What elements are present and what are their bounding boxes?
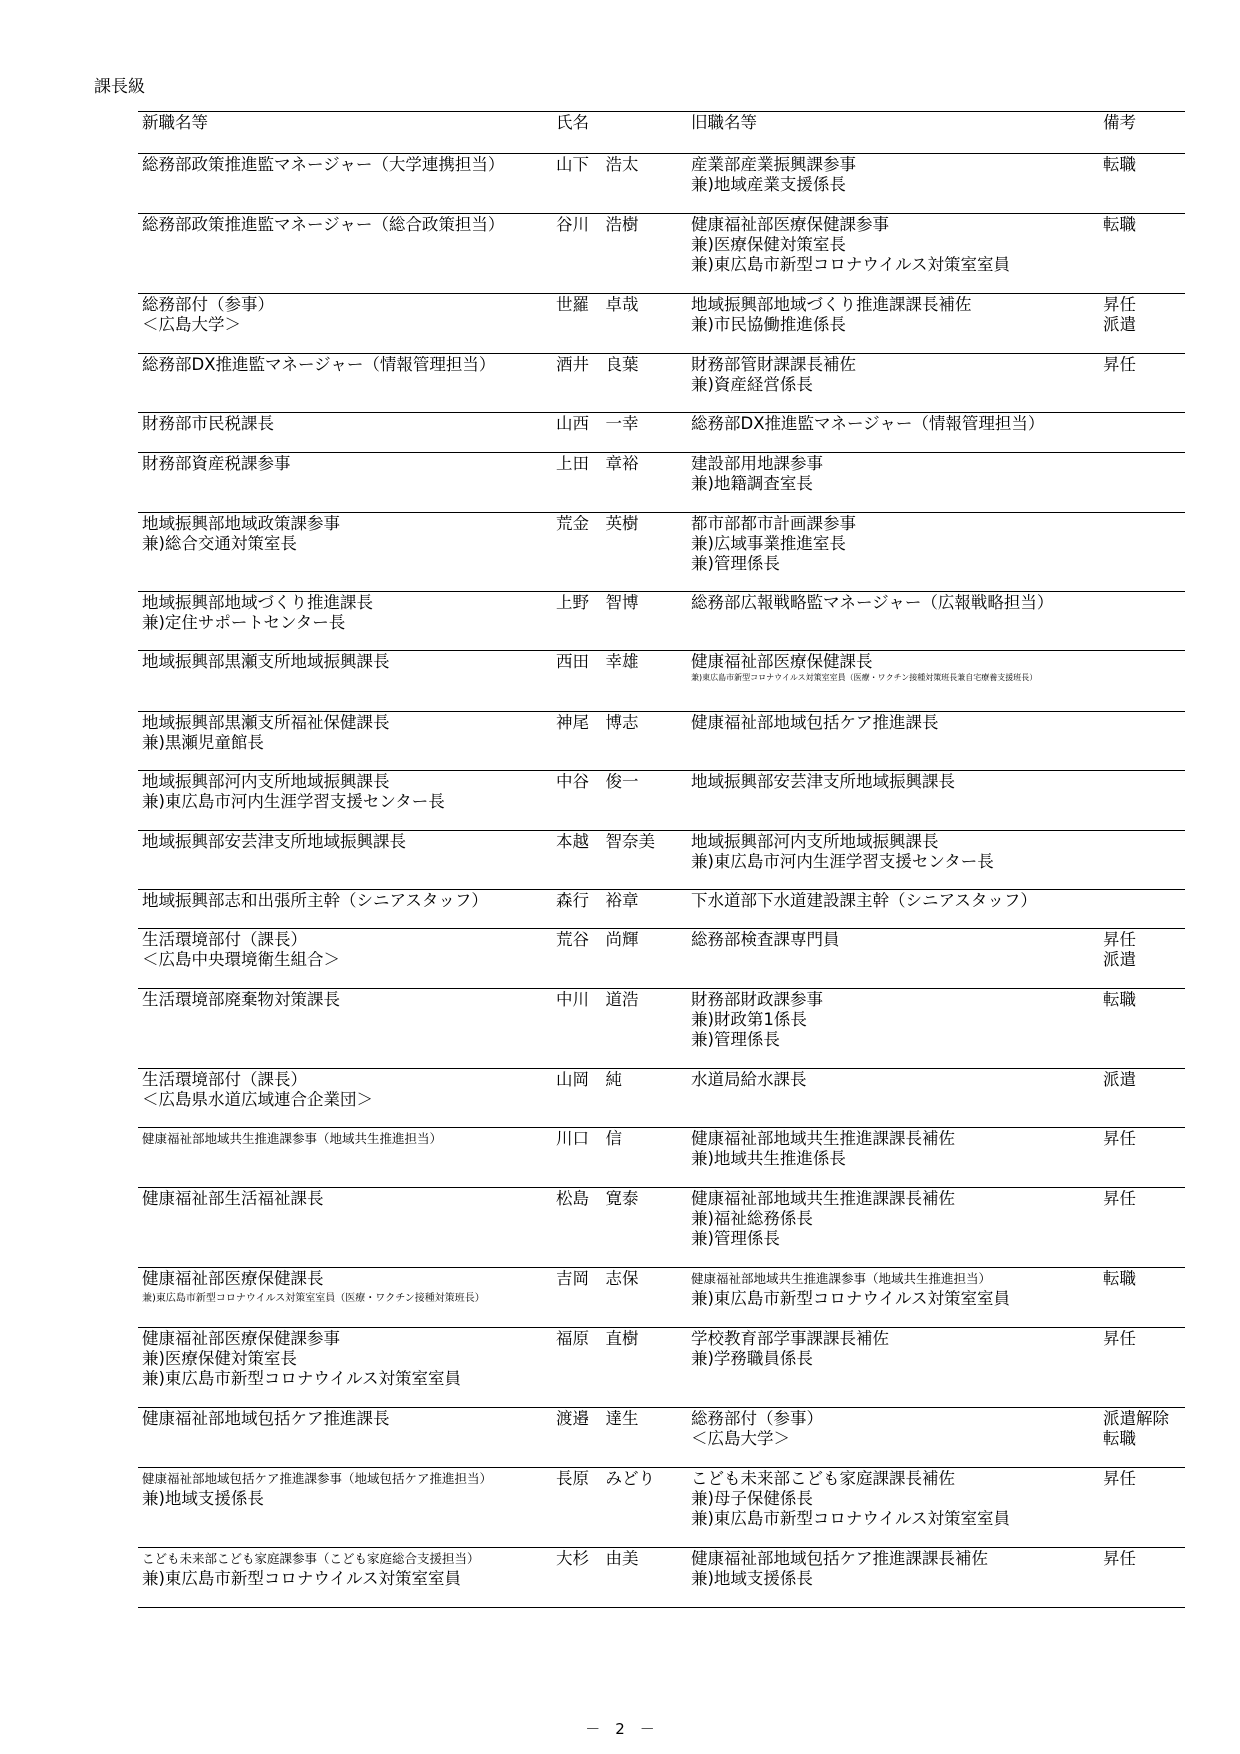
note-cell (1099, 831, 1185, 890)
old-title-line: 地域振興部河内支所地域振興課長 (691, 832, 939, 851)
table-row (138, 712, 1185, 771)
old-title-line: 兼)管理係長 (691, 1030, 780, 1049)
name-cell: 松島 寛泰 (552, 1188, 687, 1268)
table-row (138, 513, 1185, 592)
table-row (138, 989, 1185, 1069)
note-cell (1099, 890, 1185, 929)
old-title-line: 都市部都市計画課参事 (691, 514, 856, 533)
name-cell: 中川 道浩 (552, 989, 687, 1069)
new-title-cell (138, 154, 552, 214)
old-title-line: 兼)地域共生推進係長 (691, 1149, 846, 1168)
note-line: 派遣 (1103, 315, 1136, 334)
table-row (138, 1548, 1185, 1608)
name-cell: 山下 浩太 (552, 154, 687, 214)
note-cell (1099, 989, 1185, 1069)
old-title-line: 総務部DX推進監マネージャー（情報管理担当） (691, 414, 1045, 433)
old-title-cell (687, 1328, 1099, 1408)
note-line: 派遣 (1103, 1070, 1136, 1089)
note-cell (1099, 513, 1185, 592)
name-cell: 福原 直樹 (552, 1328, 687, 1408)
new-title-line: 地域振興部黒瀬支所地域振興課長 (142, 652, 390, 671)
old-title-cell (687, 1188, 1099, 1268)
note-cell (1099, 1468, 1185, 1548)
header-new-title: 新職名等 (138, 112, 552, 154)
old-title-cell (687, 1408, 1099, 1468)
old-title-line: 兼)東広島市河内生涯学習支援センター長 (691, 852, 994, 871)
old-title-cell (687, 354, 1099, 413)
table-row (138, 354, 1185, 413)
old-title-line: 兼)地域支援係長 (691, 1569, 813, 1588)
note-line: 転職 (1103, 1269, 1136, 1288)
note-line: 転職 (1103, 155, 1136, 174)
old-title-line: 兼)市民協働推進係長 (691, 315, 846, 334)
old-title-line: 健康福祉部地域共生推進課参事（地域共生推進担当） (691, 1271, 992, 1286)
name-cell: 酒井 良葉 (552, 354, 687, 413)
new-title-line: 財務部市民税課長 (142, 414, 274, 433)
old-title-line: ＜広島大学＞ (691, 1429, 790, 1448)
new-title-line: 兼)黒瀬児童館長 (142, 733, 264, 752)
note-cell (1099, 1128, 1185, 1188)
new-title-line: 生活環境部廃棄物対策課長 (142, 990, 340, 1009)
new-title-line: 地域振興部志和出張所主幹（シニアスタッフ） (142, 891, 488, 910)
name-cell: 中谷 俊一 (552, 771, 687, 831)
new-title-cell (138, 592, 552, 651)
note-cell (1099, 1548, 1185, 1608)
name-cell: 山岡 純 (552, 1069, 687, 1128)
new-title-line: 健康福祉部地域包括ケア推進課参事（地域包括ケア推進担当） (142, 1471, 493, 1486)
new-title-cell (138, 1188, 552, 1268)
new-title-line: 地域振興部河内支所地域振興課長 (142, 772, 390, 791)
table-row (138, 453, 1185, 513)
old-title-cell (687, 413, 1099, 453)
new-title-line: 兼)総合交通対策室長 (142, 534, 297, 553)
note-cell (1099, 453, 1185, 513)
new-title-cell (138, 771, 552, 831)
new-title-cell (138, 413, 552, 453)
old-title-line: 兼)東広島市新型コロナウイルス対策室室員（医療・ワクチン接種対策班長兼自宅療養支援班長） (691, 673, 1038, 682)
new-title-line: 地域振興部地域政策課参事 (142, 514, 340, 533)
old-title-cell (687, 890, 1099, 929)
old-title-line: 兼)東広島市新型コロナウイルス対策室室員 (691, 1289, 1010, 1308)
note-line: 転職 (1103, 1429, 1136, 1448)
note-cell (1099, 1188, 1185, 1268)
old-title-cell (687, 1128, 1099, 1188)
new-title-cell (138, 989, 552, 1069)
old-title-line: 健康福祉部地域共生推進課課長補佐 (691, 1189, 955, 1208)
name-cell: 大杉 由美 (552, 1548, 687, 1608)
note-cell (1099, 592, 1185, 651)
new-title-line: 兼)東広島市新型コロナウイルス対策室室員 (142, 1569, 461, 1588)
old-title-cell (687, 1268, 1099, 1328)
old-title-line: 地域振興部地域づくり推進課課長補佐 (691, 295, 972, 314)
new-title-line: 健康福祉部地域共生推進課参事（地域共生推進担当） (142, 1131, 443, 1146)
note-line: 昇任 (1103, 295, 1136, 314)
name-cell: 渡邉 達生 (552, 1408, 687, 1468)
old-title-cell (687, 831, 1099, 890)
new-title-line: 総務部政策推進監マネージャー（大学連携担当） (142, 155, 505, 174)
note-line: 昇任 (1103, 355, 1136, 374)
old-title-cell (687, 453, 1099, 513)
new-title-cell (138, 1328, 552, 1408)
table-row (138, 890, 1185, 929)
table-row (138, 1268, 1185, 1328)
new-title-line: 総務部DX推進監マネージャー（情報管理担当） (142, 355, 496, 374)
name-cell: 神尾 博志 (552, 712, 687, 771)
note-line: 転職 (1103, 990, 1136, 1009)
old-title-line: 学校教育部学事課課長補佐 (691, 1329, 889, 1348)
note-cell (1099, 413, 1185, 453)
table-row (138, 1328, 1185, 1408)
old-title-cell (687, 513, 1099, 592)
new-title-line: 兼)東広島市河内生涯学習支援センター長 (142, 792, 445, 811)
old-title-line: 総務部広報戦略監マネージャー（広報戦略担当） (691, 593, 1054, 612)
old-title-cell (687, 592, 1099, 651)
old-title-line: 兼)東広島市新型コロナウイルス対策室室員 (691, 255, 1010, 274)
name-cell: 谷川 浩樹 (552, 214, 687, 294)
page-number: － 2 － (585, 1720, 655, 1738)
new-title-line: 総務部政策推進監マネージャー（総合政策担当） (142, 215, 505, 234)
old-title-line: 兼)広域事業推進室長 (691, 534, 846, 553)
note-line: 派遣解除 (1103, 1409, 1169, 1428)
old-title-cell (687, 294, 1099, 354)
new-title-line: 健康福祉部生活福祉課長 (142, 1189, 324, 1208)
new-title-cell (138, 513, 552, 592)
header-old-title: 旧職名等 (687, 112, 1099, 154)
new-title-line: ＜広島大学＞ (142, 315, 241, 334)
new-title-cell (138, 651, 552, 712)
old-title-line: 兼)学務職員係長 (691, 1349, 813, 1368)
new-title-line: 財務部資産税課参事 (142, 454, 291, 473)
name-cell: 荒谷 尚輝 (552, 929, 687, 989)
old-title-line: 財務部財政課参事 (691, 990, 823, 1009)
old-title-cell (687, 771, 1099, 831)
name-cell: 世羅 卓哉 (552, 294, 687, 354)
old-title-line: 兼)東広島市新型コロナウイルス対策室室員 (691, 1509, 1010, 1528)
name-cell: 長原 みどり (552, 1468, 687, 1548)
note-cell (1099, 1268, 1185, 1328)
name-cell: 森行 裕章 (552, 890, 687, 929)
new-title-line: 兼)東広島市新型コロナウイルス対策室室員 (142, 1369, 461, 1388)
table-header-row (138, 112, 1185, 154)
note-line: 昇任 (1103, 1549, 1136, 1568)
old-title-cell (687, 712, 1099, 771)
old-title-line: 健康福祉部地域共生推進課課長補佐 (691, 1129, 955, 1148)
old-title-line: 兼)管理係長 (691, 554, 780, 573)
note-line: 昇任 (1103, 1329, 1136, 1348)
note-cell (1099, 154, 1185, 214)
new-title-cell (138, 890, 552, 929)
note-line: 昇任 (1103, 1129, 1136, 1148)
old-title-line: 兼)財政第1係長 (691, 1010, 807, 1029)
note-cell (1099, 651, 1185, 712)
old-title-cell (687, 1069, 1099, 1128)
new-title-line: 地域振興部地域づくり推進課長 (142, 593, 373, 612)
name-cell: 山西 一幸 (552, 413, 687, 453)
old-title-line: 建設部用地課参事 (691, 454, 823, 473)
new-title-line: 兼)定住サポートセンター長 (142, 613, 346, 632)
table-row (138, 929, 1185, 989)
name-cell: 西田 幸雄 (552, 651, 687, 712)
name-cell: 上野 智博 (552, 592, 687, 651)
old-title-line: 兼)管理係長 (691, 1229, 780, 1248)
note-cell (1099, 712, 1185, 771)
table-row (138, 831, 1185, 890)
new-title-cell (138, 1468, 552, 1548)
note-line: 昇任 (1103, 1189, 1136, 1208)
new-title-cell (138, 712, 552, 771)
old-title-line: 兼)福祉総務係長 (691, 1209, 813, 1228)
new-title-cell (138, 294, 552, 354)
old-title-cell (687, 154, 1099, 214)
new-title-line: 健康福祉部地域包括ケア推進課長 (142, 1409, 390, 1428)
name-cell: 本越 智奈美 (552, 831, 687, 890)
table-row (138, 413, 1185, 453)
table-row (138, 1408, 1185, 1468)
old-title-line: 兼)医療保健対策室長 (691, 235, 846, 254)
old-title-line: 兼)母子保健係長 (691, 1489, 813, 1508)
old-title-cell (687, 929, 1099, 989)
new-title-line: 兼)東広島市新型コロナウイルス対策室室員（医療・ワクチン接種対策班長） (142, 1293, 485, 1304)
new-title-line: 生活環境部付（課長） (142, 1070, 307, 1089)
new-title-cell (138, 214, 552, 294)
note-cell (1099, 354, 1185, 413)
note-cell (1099, 1408, 1185, 1468)
old-title-cell (687, 1548, 1099, 1608)
note-cell (1099, 771, 1185, 831)
old-title-cell (687, 989, 1099, 1069)
table-row (138, 771, 1185, 831)
old-title-line: こども未来部こども家庭課課長補佐 (691, 1469, 955, 1488)
note-cell (1099, 1328, 1185, 1408)
old-title-line: 健康福祉部地域包括ケア推進課長 (691, 713, 939, 732)
note-line: 昇任 (1103, 930, 1136, 949)
table-row (138, 1069, 1185, 1128)
personnel-table (138, 111, 1185, 1608)
new-title-line: ＜広島県水道広域連合企業団＞ (142, 1090, 373, 1109)
table-row (138, 1128, 1185, 1188)
old-title-line: 水道局給水課長 (691, 1070, 807, 1089)
old-title-line: 財務部管財課課長補佐 (691, 355, 856, 374)
new-title-cell (138, 1128, 552, 1188)
old-title-line: 産業部産業振興課参事 (691, 155, 856, 174)
old-title-cell (687, 214, 1099, 294)
old-title-line: 地域振興部安芸津支所地域振興課長 (691, 772, 955, 791)
new-title-line: 健康福祉部医療保健課長 (142, 1269, 324, 1288)
old-title-line: 健康福祉部医療保健課参事 (691, 215, 889, 234)
new-title-cell (138, 453, 552, 513)
table-row (138, 1468, 1185, 1548)
new-title-line: 健康福祉部医療保健課参事 (142, 1329, 340, 1348)
table-row (138, 1188, 1185, 1268)
old-title-line: 健康福祉部医療保健課長 (691, 652, 873, 671)
note-line: 転職 (1103, 215, 1136, 234)
note-line: 派遣 (1103, 950, 1136, 969)
new-title-cell (138, 1548, 552, 1608)
old-title-line: 兼)地籍調査室長 (691, 474, 813, 493)
name-cell: 上田 章裕 (552, 453, 687, 513)
table-row (138, 651, 1185, 712)
old-title-line: 兼)地域産業支援係長 (691, 175, 846, 194)
new-title-cell (138, 1268, 552, 1328)
note-line: 昇任 (1103, 1469, 1136, 1488)
name-cell: 荒金 英樹 (552, 513, 687, 592)
new-title-line: 総務部付（参事） (142, 295, 274, 314)
new-title-cell (138, 1069, 552, 1128)
old-title-line: 総務部付（参事） (691, 1409, 823, 1428)
header-name: 氏名 (552, 112, 687, 154)
new-title-line: こども未来部こども家庭課参事（こども家庭総合支援担当） (142, 1551, 480, 1566)
header-note: 備考 (1099, 112, 1185, 154)
new-title-line: 兼)地域支援係長 (142, 1489, 264, 1508)
old-title-line: 健康福祉部地域包括ケア推進課課長補佐 (691, 1549, 988, 1568)
new-title-cell (138, 831, 552, 890)
note-cell (1099, 214, 1185, 294)
table-row (138, 592, 1185, 651)
name-cell: 川口 信 (552, 1128, 687, 1188)
table-row (138, 214, 1185, 294)
note-cell (1099, 1069, 1185, 1128)
new-title-line: 生活環境部付（課長） (142, 930, 307, 949)
note-cell (1099, 294, 1185, 354)
page-heading: 課長級 (94, 77, 145, 97)
note-cell (1099, 929, 1185, 989)
new-title-cell (138, 1408, 552, 1468)
old-title-line: 兼)資産経営係長 (691, 375, 813, 394)
old-title-line: 下水道部下水道建設課主幹（シニアスタッフ） (691, 891, 1037, 910)
name-cell: 吉岡 志保 (552, 1268, 687, 1328)
new-title-cell (138, 354, 552, 413)
new-title-cell (138, 929, 552, 989)
new-title-line: 地域振興部安芸津支所地域振興課長 (142, 832, 406, 851)
new-title-line: 地域振興部黒瀬支所福祉保健課長 (142, 713, 390, 732)
new-title-line: 兼)医療保健対策室長 (142, 1349, 297, 1368)
old-title-line: 総務部検査課専門員 (691, 930, 840, 949)
table-row (138, 294, 1185, 354)
table-body (138, 154, 1185, 1608)
new-title-line: ＜広島中央環境衛生組合＞ (142, 950, 340, 969)
old-title-cell (687, 651, 1099, 712)
table-row (138, 154, 1185, 214)
old-title-cell (687, 1468, 1099, 1548)
